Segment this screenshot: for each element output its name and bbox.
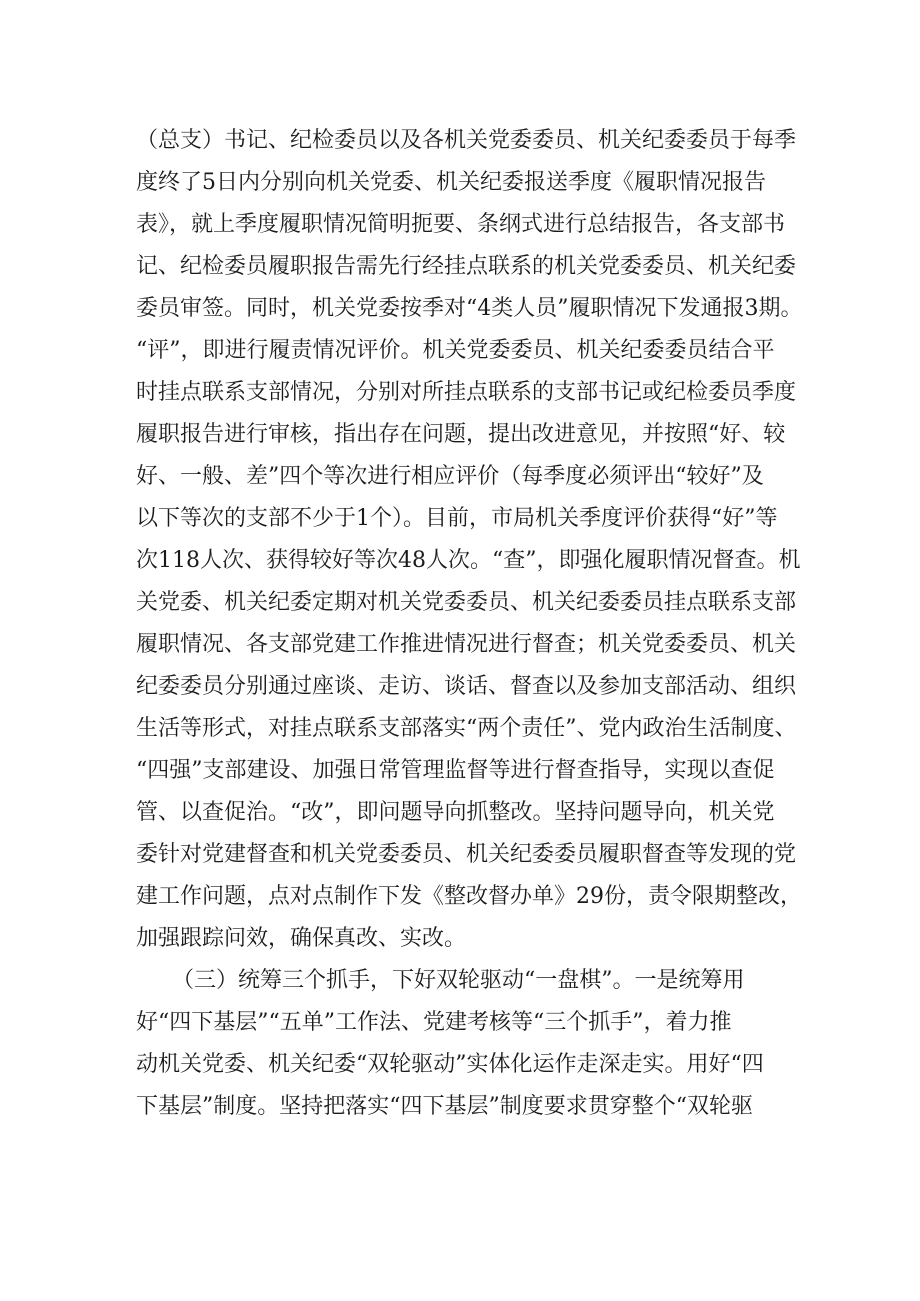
body-text xyxy=(136,120,803,1128)
text-line: 时挂点联系支部情况，分别对所挂点联系的支部书记或纪检委员季度 xyxy=(136,380,797,405)
text-line: 度终了5日内分别向机关党委、机关纪委报送季度《履职情况报告 xyxy=(136,170,766,195)
text-line: 以下等次的支部不少于1个）。目前，市局机关季度评价获得“好”等 xyxy=(136,506,778,531)
text-line: “评”，即进行履责情况评价。机关党委委员、机关纪委委员结合平 xyxy=(136,338,775,363)
text-line: （总支）书记、纪检委员以及各机关党委委员、机关纪委委员于每季 xyxy=(136,128,797,153)
text-line: “四强”支部建设、加强日常管理监督等进行督查指导，实现以查促 xyxy=(136,758,775,783)
text-line: 管、以查促治。“改”，即问题导向抓整改。坚持问题导向，机关党 xyxy=(136,800,775,825)
text-line: 记、纪检委员履职报告需先行经挂点联系的机关党委委员、机关纪委 xyxy=(136,254,797,279)
text-line: 关党委、机关纪委定期对机关党委委员、机关纪委委员挂点联系支部 xyxy=(136,590,797,615)
text-line: 动机关党委、机关纪委“双轮驱动”实体化运作走深走实。用好“四 xyxy=(136,1052,764,1077)
text-line: 建工作问题，点对点制作下发《整改督办单》29份，责令限期整改， xyxy=(136,884,802,909)
text-line: 委员审签。同时，机关党委按季对“4类人员”履职情况下发通报3期。 xyxy=(136,296,803,321)
section-heading-line: （三）统筹三个抓手，下好双轮驱动“一盘棋”。一是统筹用 xyxy=(172,968,745,993)
text-line: 履职报告进行审核，指出存在问题，提出改进意见，并按照“好、较 xyxy=(136,422,786,447)
text-line: 纪委委员分别通过座谈、走访、谈话、督查以及参加支部活动、组织 xyxy=(136,674,797,699)
text-line: 好“四下基层”“五单”工作法、党建考核等“三个抓手”，着力推 xyxy=(136,1010,732,1035)
text-line: 履职情况、各支部党建工作推进情况进行督查；机关党委委员、机关 xyxy=(136,632,797,657)
text-line: 表》，就上季度履职情况简明扼要、条纲式进行总结报告，各支部书 xyxy=(136,212,786,237)
text-line: 次118人次、获得较好等次48人次。“查”，即强化履职情况督查。机 xyxy=(136,548,801,573)
text-line: 加强跟踪问效，确保真改、实改。 xyxy=(136,926,467,951)
text-line: 下基层”制度。坚持把落实“四下基层”制度要求贯穿整个“双轮驱 xyxy=(136,1094,753,1119)
text-line: 生活等形式，对挂点联系支部落实“两个责任”、党内政治生活制度、 xyxy=(136,716,797,741)
text-line: 委针对党建督查和机关党委委员、机关纪委委员履职督查等发现的党 xyxy=(136,842,797,867)
text-line: 好、一般、差”四个等次进行相应评价（每季度必须评出“较好”及 xyxy=(136,464,764,489)
